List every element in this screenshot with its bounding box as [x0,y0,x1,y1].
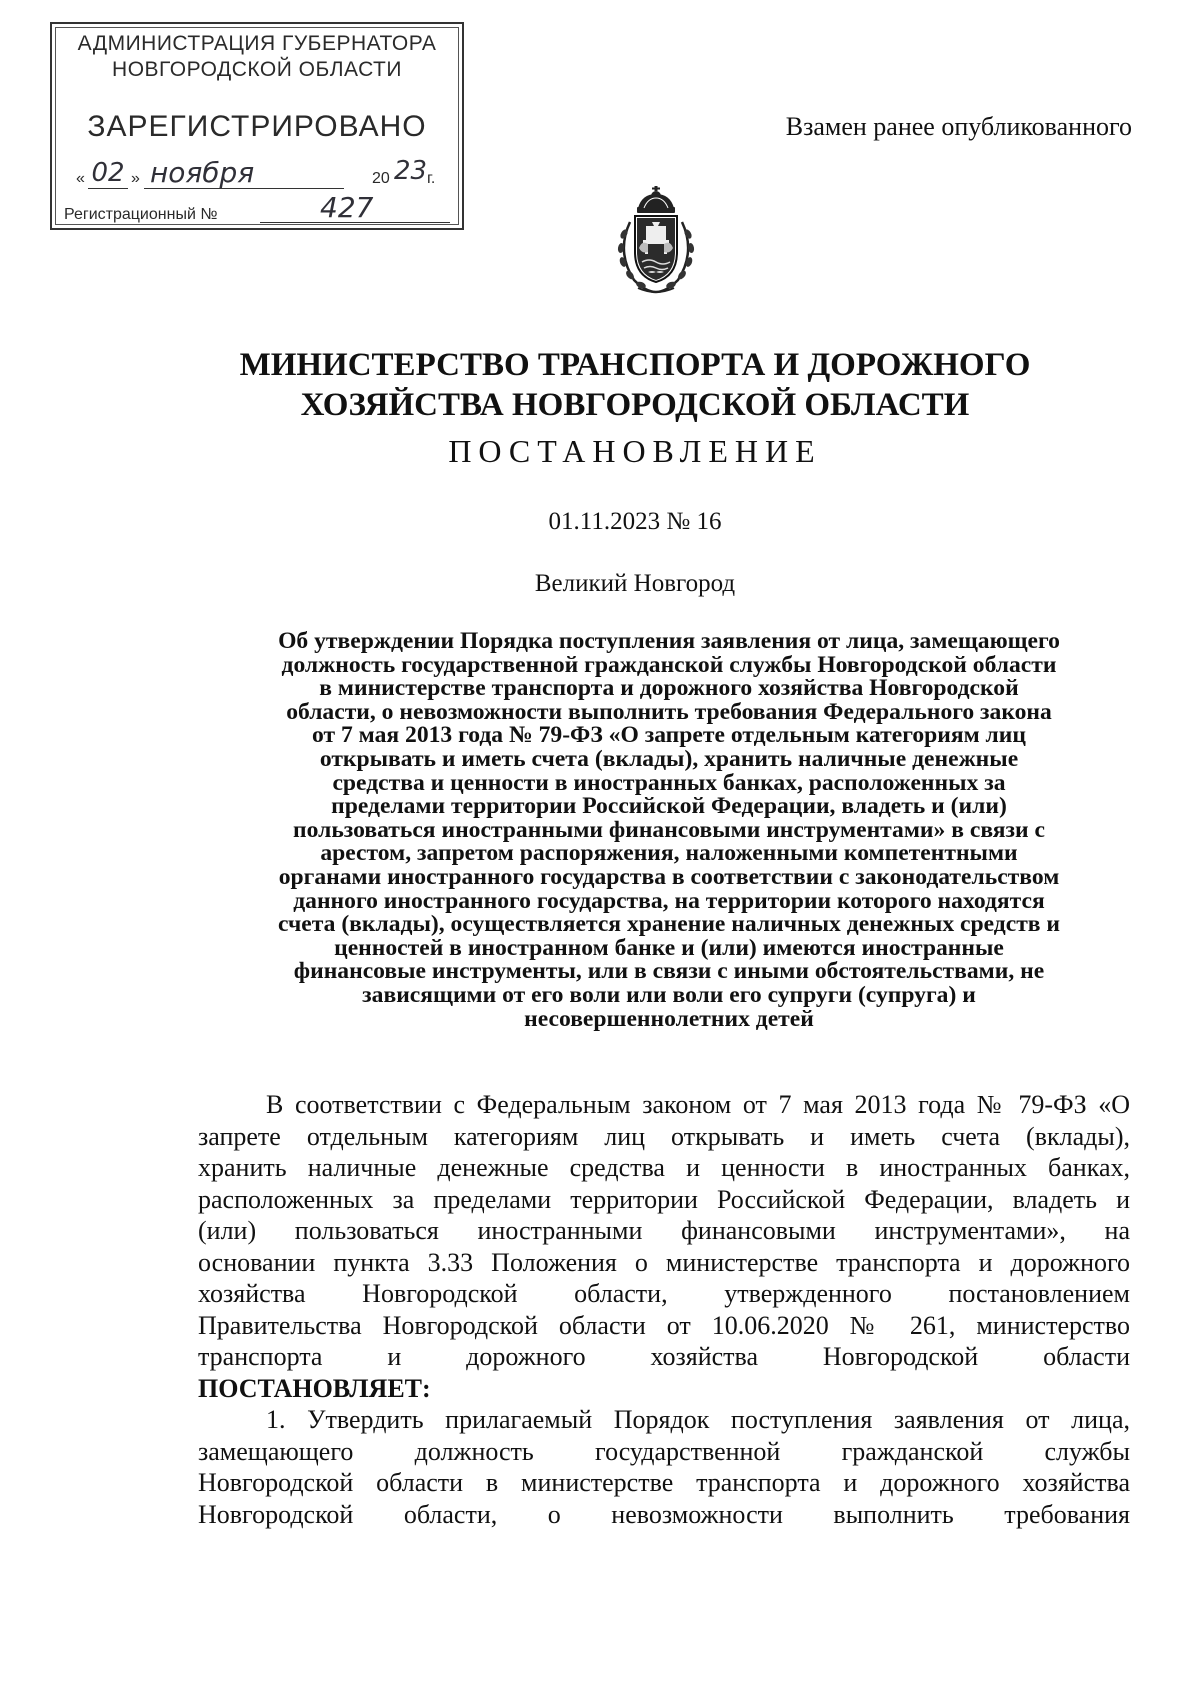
subject-line: Об утверждении Порядка поступления заявления от лица, замещающего [278,628,1060,654]
subject-line: органами иностранного государства в соответствии с законодательством [278,863,1060,890]
stamp-reg-label: Регистрационный № [64,206,218,223]
subject-line: данного иностранного государства, на территории которого находятся [293,887,1045,914]
subject-line: средства и ценности в иностранных банках, расположенных за [332,769,1006,796]
ministry-name-line1: МИНИСТЕРСТВО ТРАНСПОРТА И ДОРОЖНОГО [239,347,1031,383]
stamp-quote-close: » [131,170,140,187]
subject-line: от 7 мая 2013 года № 79-ФЗ «О запрете отдельным категориям лиц [312,722,1026,749]
novgorod-coat-of-arms-icon [608,182,704,298]
subject-line: несовершеннолетних детей [524,1005,814,1032]
preamble-line: Правительства Новгородской области от 10.06.2020 № 261, министерство [198,1310,1130,1340]
resolves-heading: ПОСТАНОВЛЯЕТ: [198,1373,431,1403]
subject-line: области, о невозможности выполнить требования Федерального закона [286,698,1052,725]
stamp-year-suffix: 23 [394,156,428,186]
stamp-date [76,158,456,192]
subject-line: арестом, запретом распоряжения, наложенными компетентными [320,840,1018,867]
subject-line: счета (вклады), осуществляется хранение наличных денежных средств и [277,911,1061,938]
registration-stamp [50,22,464,230]
preamble-line: В соответствии с Федеральным законом от 7 мая 2013 года № 79-ФЗ «О [266,1090,1130,1119]
stamp-month: ноября [144,158,344,189]
stamp-year-unit: г. [427,170,436,187]
preamble-line: хранить наличные денежные средства и ценности в иностранных банках, [198,1153,1130,1182]
subject-line: открывать и иметь счета (вклады), хранить наличные денежные [319,745,1019,772]
item1-line: 1. Утвердить прилагаемый Порядок поступления заявления от лица, [266,1405,1130,1434]
preamble-line: хозяйства Новгородской области, утвержденного постановлением [198,1279,1130,1308]
stamp-reg-number: 427 [260,194,450,223]
ministry-name [0,345,1200,425]
preamble-line: (или) пользоваться иностранными финансовыми инструментами», на [198,1216,1130,1245]
document-body [198,1089,1130,1530]
replacement-note: Взамен ранее опубликованного [785,112,1132,141]
preamble-line: транспорта и дорожного хозяйства Новгородской области [198,1342,1130,1371]
stamp-day: 02 [88,158,128,189]
document-date-number: 01.11.2023 № 16 [548,508,722,535]
stamp-org-line2: НОВГОРОДСКОЙ ОБЛАСТИ [112,58,402,81]
stamp-quote-open: « [76,170,85,187]
stamp-year-prefix: 20 [372,170,390,187]
subject-line: ценностей в иностранном банке и (или) имеются иностранные [334,934,1004,961]
subject-line: должность государственной гражданской службы Новгородской области [281,651,1057,678]
item1-line: Новгородской области в министерстве транспорта и дорожного хозяйства [198,1468,1130,1497]
stamp-reg-number-row [64,191,456,226]
subject-line: пределами территории Российской Федерации, владеть и (или) [331,793,1007,820]
stamp-registered-label: ЗАРЕГИСТРИРОВАНО [87,110,427,143]
preamble-line: запрете отдельным категориям лиц открывать и иметь счета (вклады), [198,1121,1130,1151]
preamble-line: расположенных за пределами территории Российской Федерации, владеть и [198,1184,1130,1214]
subject-line: в министерстве транспорта и дорожного хозяйства Новгородской [319,675,1019,702]
item1-line: Новгородской области, о невозможности выполнить требования [198,1499,1130,1529]
subject-line: зависящими от его воли или воли его супруги (супруга) и [362,981,976,1008]
stamp-org-line1: АДМИНИСТРАЦИЯ ГУБЕРНАТОРА [77,32,437,55]
document-city: Великий Новгород [534,570,736,597]
document-type: ПОСТАНОВЛЕНИЕ [448,433,822,469]
subject-line: финансовые инструменты, или в связи с иными обстоятельствами, не [293,958,1045,985]
item1-line: замещающего должность государственной гражданской службы [198,1436,1130,1466]
subject-line: пользоваться иностранными финансовыми инструментами» в связи с [293,816,1045,843]
document-subject [208,630,1130,1031]
ministry-name-line2: ХОЗЯЙСТВА НОВГОРОДСКОЙ ОБЛАСТИ [300,387,970,423]
preamble-line: основании пункта 3.33 Положения о министерстве транспорта и дорожного [198,1247,1130,1277]
